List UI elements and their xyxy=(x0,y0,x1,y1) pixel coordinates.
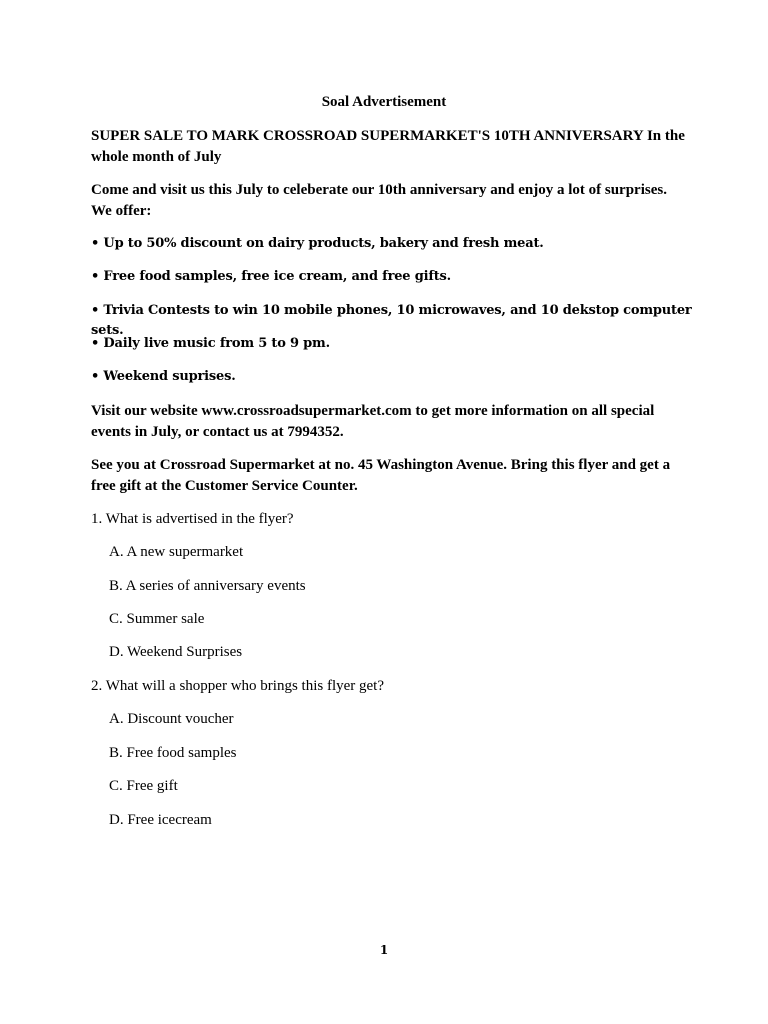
intro-paragraph: Come and visit us this July to celeberate our 10th anniversary and enjoy a lot of surprises. We offer: xyxy=(91,182,667,219)
offer-bullet: • Trivia Contests to win 10 mobile phones, 10 microwaves, and 10 dekstop computer sets. xyxy=(91,303,692,338)
question-1: 1. What is advertised in the flyer? xyxy=(91,511,294,527)
document-title: Soal Advertisement xyxy=(321,94,447,110)
offer-bullet: • Up to 50% discount on dairy products, bakery and fresh meat. xyxy=(91,236,544,251)
question-1-option-b: B. A series of anniversary events xyxy=(109,578,306,594)
closing-paragraph: See you at Crossroad Supermarket at no. 45 Washington Avenue. Bring this flyer and get a free gift at the Customer Service Counter. xyxy=(91,457,671,494)
question-2-option-b: B. Free food samples xyxy=(109,745,237,761)
website-info-paragraph: Visit our website www.crossroadsupermarket.com to get more information on all special events in July, or contact us at 7994352. xyxy=(91,403,655,440)
question-1-option-a: A. A new supermarket xyxy=(109,544,244,560)
offer-bullet: • Free food samples, free ice cream, and free gifts. xyxy=(91,269,451,284)
headline: SUPER SALE TO MARK CROSSROAD SUPERMARKET'S 10TH ANNIVERSARY In the whole month of July xyxy=(91,128,685,165)
offer-bullet: • Daily live music from 5 to 9 pm. xyxy=(91,336,330,351)
question-2-option-d: D. Free icecream xyxy=(109,812,212,828)
question-1-option-d: D. Weekend Surprises xyxy=(109,644,243,660)
page-number: 1 xyxy=(379,943,389,957)
offer-bullet: • Weekend suprises. xyxy=(91,369,236,384)
question-2-option-a: A. Discount voucher xyxy=(109,711,234,727)
question-2: 2. What will a shopper who brings this flyer get? xyxy=(91,678,384,694)
question-1-option-c: C. Summer sale xyxy=(109,611,205,627)
question-2-option-c: C. Free gift xyxy=(109,778,178,794)
